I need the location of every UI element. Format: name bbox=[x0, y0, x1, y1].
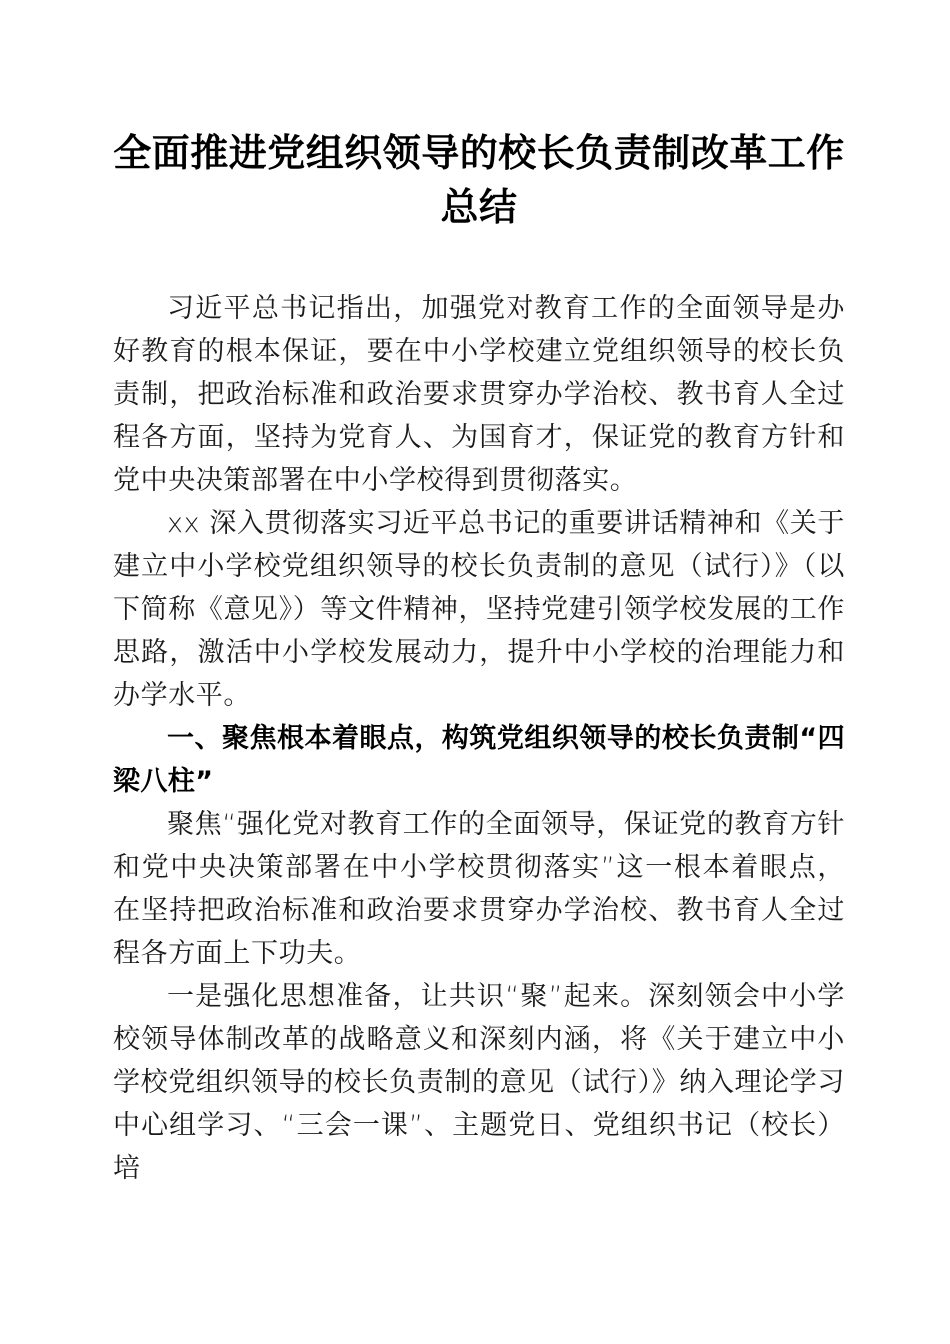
paragraph-1: 习近平总书记指出，加强党对教育工作的全面领导是办好教育的根本保证，要在中小学校建立党组织领导的校长负责制，把政治标准和政治要求贯穿办学治校、教书育人全过程各方面，坚持为党育人、为国育才，保证党的教育方针和党中央决策部署在中小学校得到贯彻落实。 bbox=[113, 293, 845, 496]
paragraph-3: 聚焦“强化党对教育工作的全面领导，保证党的教育方针和党中央决策部署在中小学校贯彻落实”这一根本着眼点，在坚持把政治标准和政治要求贯穿办学治校、教书育人全过程各方面上下功夫。 bbox=[113, 809, 845, 969]
page-title: 全面推进党组织领导的校长负责制改革工作总结 bbox=[113, 133, 845, 229]
paragraph-4: 一是强化思想准备，让共识“聚”起来。深刻领会中小学校领导体制改革的战略意义和深刻内涵，将《关于建立中小学校党组织领导的校长负责制的意见（试行）》纳入理论学习中心组学习、“三会一课”、主题党日、党组织书记（校长）培 bbox=[113, 981, 845, 1184]
document-body bbox=[113, 0, 845, 1190]
paragraph-2: xx 深入贯彻落实习近平总书记的重要讲话精神和《关于建立中小学校党组织领导的校长负责制的意见（试行）》（以下简称《意见》）等文件精神，坚持党建引领学校发展的工作思路，激活中小学校发展动力，提升中小学校的治理能力和办学水平。 bbox=[113, 508, 845, 711]
section-heading-1: 一、聚焦根本着眼点，构筑党组织领导的校长负责制“四梁八柱” bbox=[113, 723, 845, 797]
title-spacer bbox=[113, 235, 845, 287]
